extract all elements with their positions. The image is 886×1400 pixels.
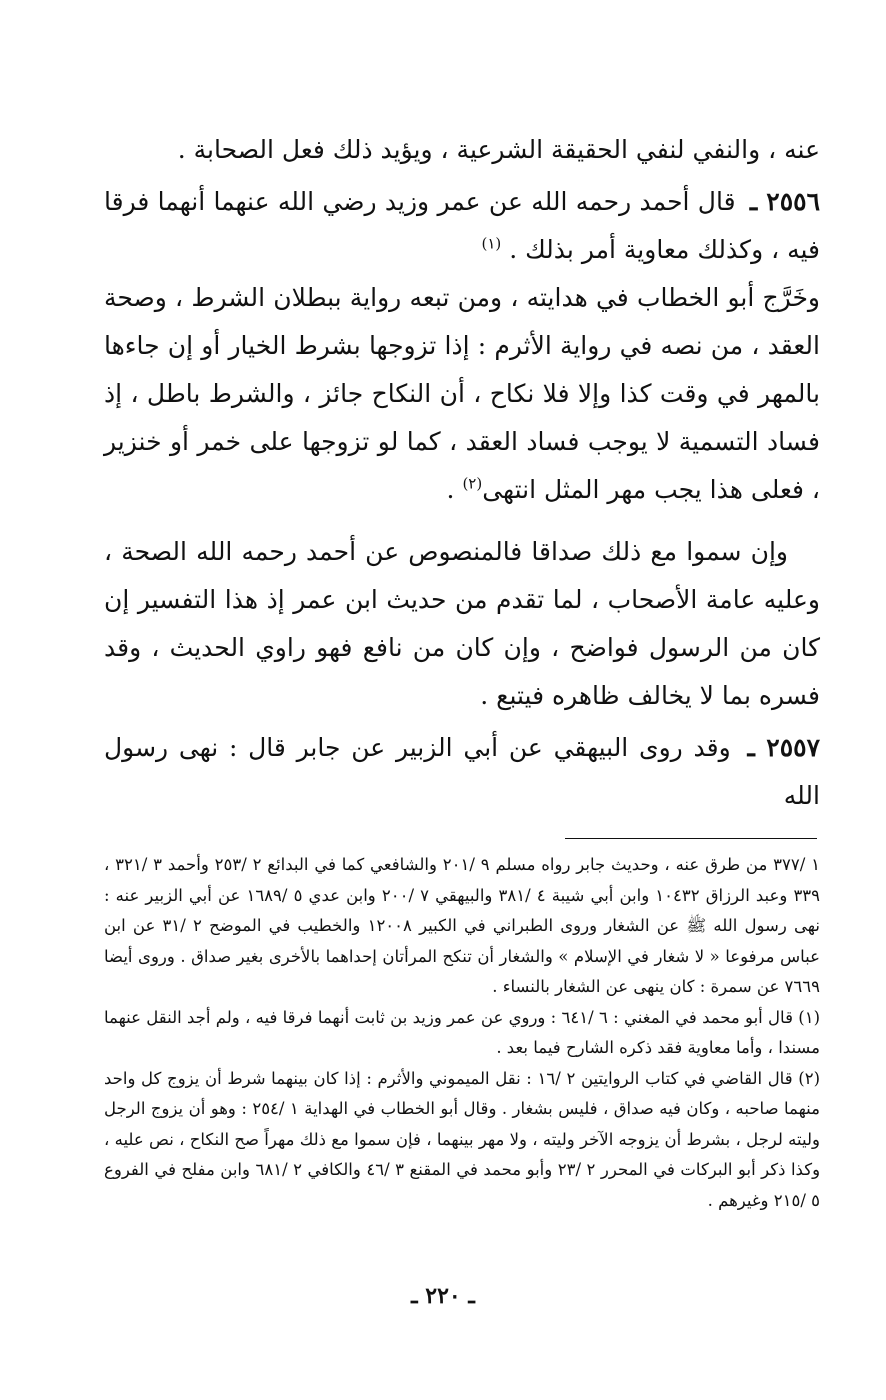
paragraph-end: . [446, 475, 463, 504]
footnotes [104, 850, 820, 1216]
paragraph-abu-al-khattab [104, 274, 820, 514]
footnote-separator [565, 838, 817, 839]
paragraph-text: عنه ، والنفي لنفي الحقيقة الشرعية ، ويؤيد ذلك فعل الصحابة . [177, 135, 820, 164]
paragraph-text: وإن سموا مع ذلك صداقا فالمنصوص عن أحمد رحمه الله الصحة ، وعليه عامة الأصحاب ، لما تقدم من حديث ابن عمر إذ هذا التفسير إن كان من الرسول فواضح ، وإن كان من نافع فهو راوي الحديث ، وقد فسره بما لا يخالف ظاهره فيتبع . [104, 537, 820, 710]
entry-text: قال أحمد رحمه الله عن عمر وزيد رضي الله عنهما أنهما فرقا فيه ، وكذلك معاوية أمر بذلك . [104, 187, 820, 264]
footnote-2: (٢) قال القاضي في كتاب الروايتين ٢ /١٦ : نقل الميموني والأثرم : إذا كان بينهما شرط أن يزوج كل واحد منهما صاحبه ، وكان فيه صداق ، فليس بشغار . وقال أبو الخطاب في الهداية ١ /٢٥٤ : وهو أن يزوج الرجل وليته لرجل ، بشرط أن يزوجه الآخر وليته ، ولا مهر بينهما ، فإن سموا مع ذلك مهراً صح النكاح ، نص عليه ، وكذا ذكر أبو البركات في المحرر ٢ /٢٣ وأبو محمد في المقنع ٣ /٤٦ والكافي ٢ /٦٨١ وابن مفلح في الفروع ٥ /٢١٥ وغيرهم . [104, 1068, 821, 1210]
paragraph-text: وخَرَّج أبو الخطاب في هدايته ، ومن تبعه رواية ببطلان الشرط ، وصحة العقد ، من نصه في رواية الأثرم : إذا تزوجها بشرط الخيار أو إن جاءها بالمهر في وقت كذا وإلا فلا نكاح ، أن النكاح جائز ، والشرط باطل ، إذ فساد التسمية لا يوجب فساد العقد ، كما لو تزوجها على خمر أو خنزير ، فعلى هذا يجب مهر المثل انتهى [104, 283, 820, 504]
entry-text: وقد روى البيهقي عن أبي الزبير عن جابر قال : نهى رسول الله [104, 733, 820, 810]
footnote-1: (١) قال أبو محمد في المغني : ٦ /٦٤١ : وروي عن عمر وزيد بن ثابت أنهما فرقا فيه ، ولم أجد النقل عنهما مسندا ، وأما معاوية فقد ذكره الشارح فيما بعد . [104, 1007, 820, 1057]
page-number: ـ ٢٢٠ ـ [411, 1283, 475, 1309]
paragraph-continuation [104, 126, 820, 174]
entry-number: ٢٥٥٧ ـ [747, 733, 821, 762]
entry-number: ٢٥٥٦ ـ [749, 187, 820, 216]
main-text [104, 126, 820, 820]
footnote-ref-1: (١) [481, 234, 502, 253]
entry-2556 [104, 178, 820, 274]
footnote-ref-2: (٢) [462, 474, 483, 493]
footnote-continuation: ١ /٣٧٧ من طرق عنه ، وحديث جابر رواه مسلم ٩ /٢٠١ والشافعي كما في البدائع ٢ /٢٥٣ وأحمد ٣ /٣٢١ ، ٣٣٩ وعبد الرزاق ١٠٤٣٢ وابن أبي شيبة ٤ /٣٨١ والبيهقي ٧ /٢٠٠ وابن عدي ٥ /١٦٨٩ عن أبي الزبير عنه : نهى رسول الله ﷺ عن الشغار وروى الطبراني في الكبير ١٢٠٠٨ والخطيب في الموضح ٢ /٣١ عن ابن عباس مرفوعا « لا شغار في الإسلام » والشغار أن تنكح المرأتان إحداهما بالأخرى بغير صداق . وروى أيضا ٧٦٦٩ عن سمرة : كان ينهى عن الشغار بالنساء . [104, 855, 821, 996]
entry-2557 [104, 724, 820, 820]
paragraph-sadaq [104, 528, 820, 720]
